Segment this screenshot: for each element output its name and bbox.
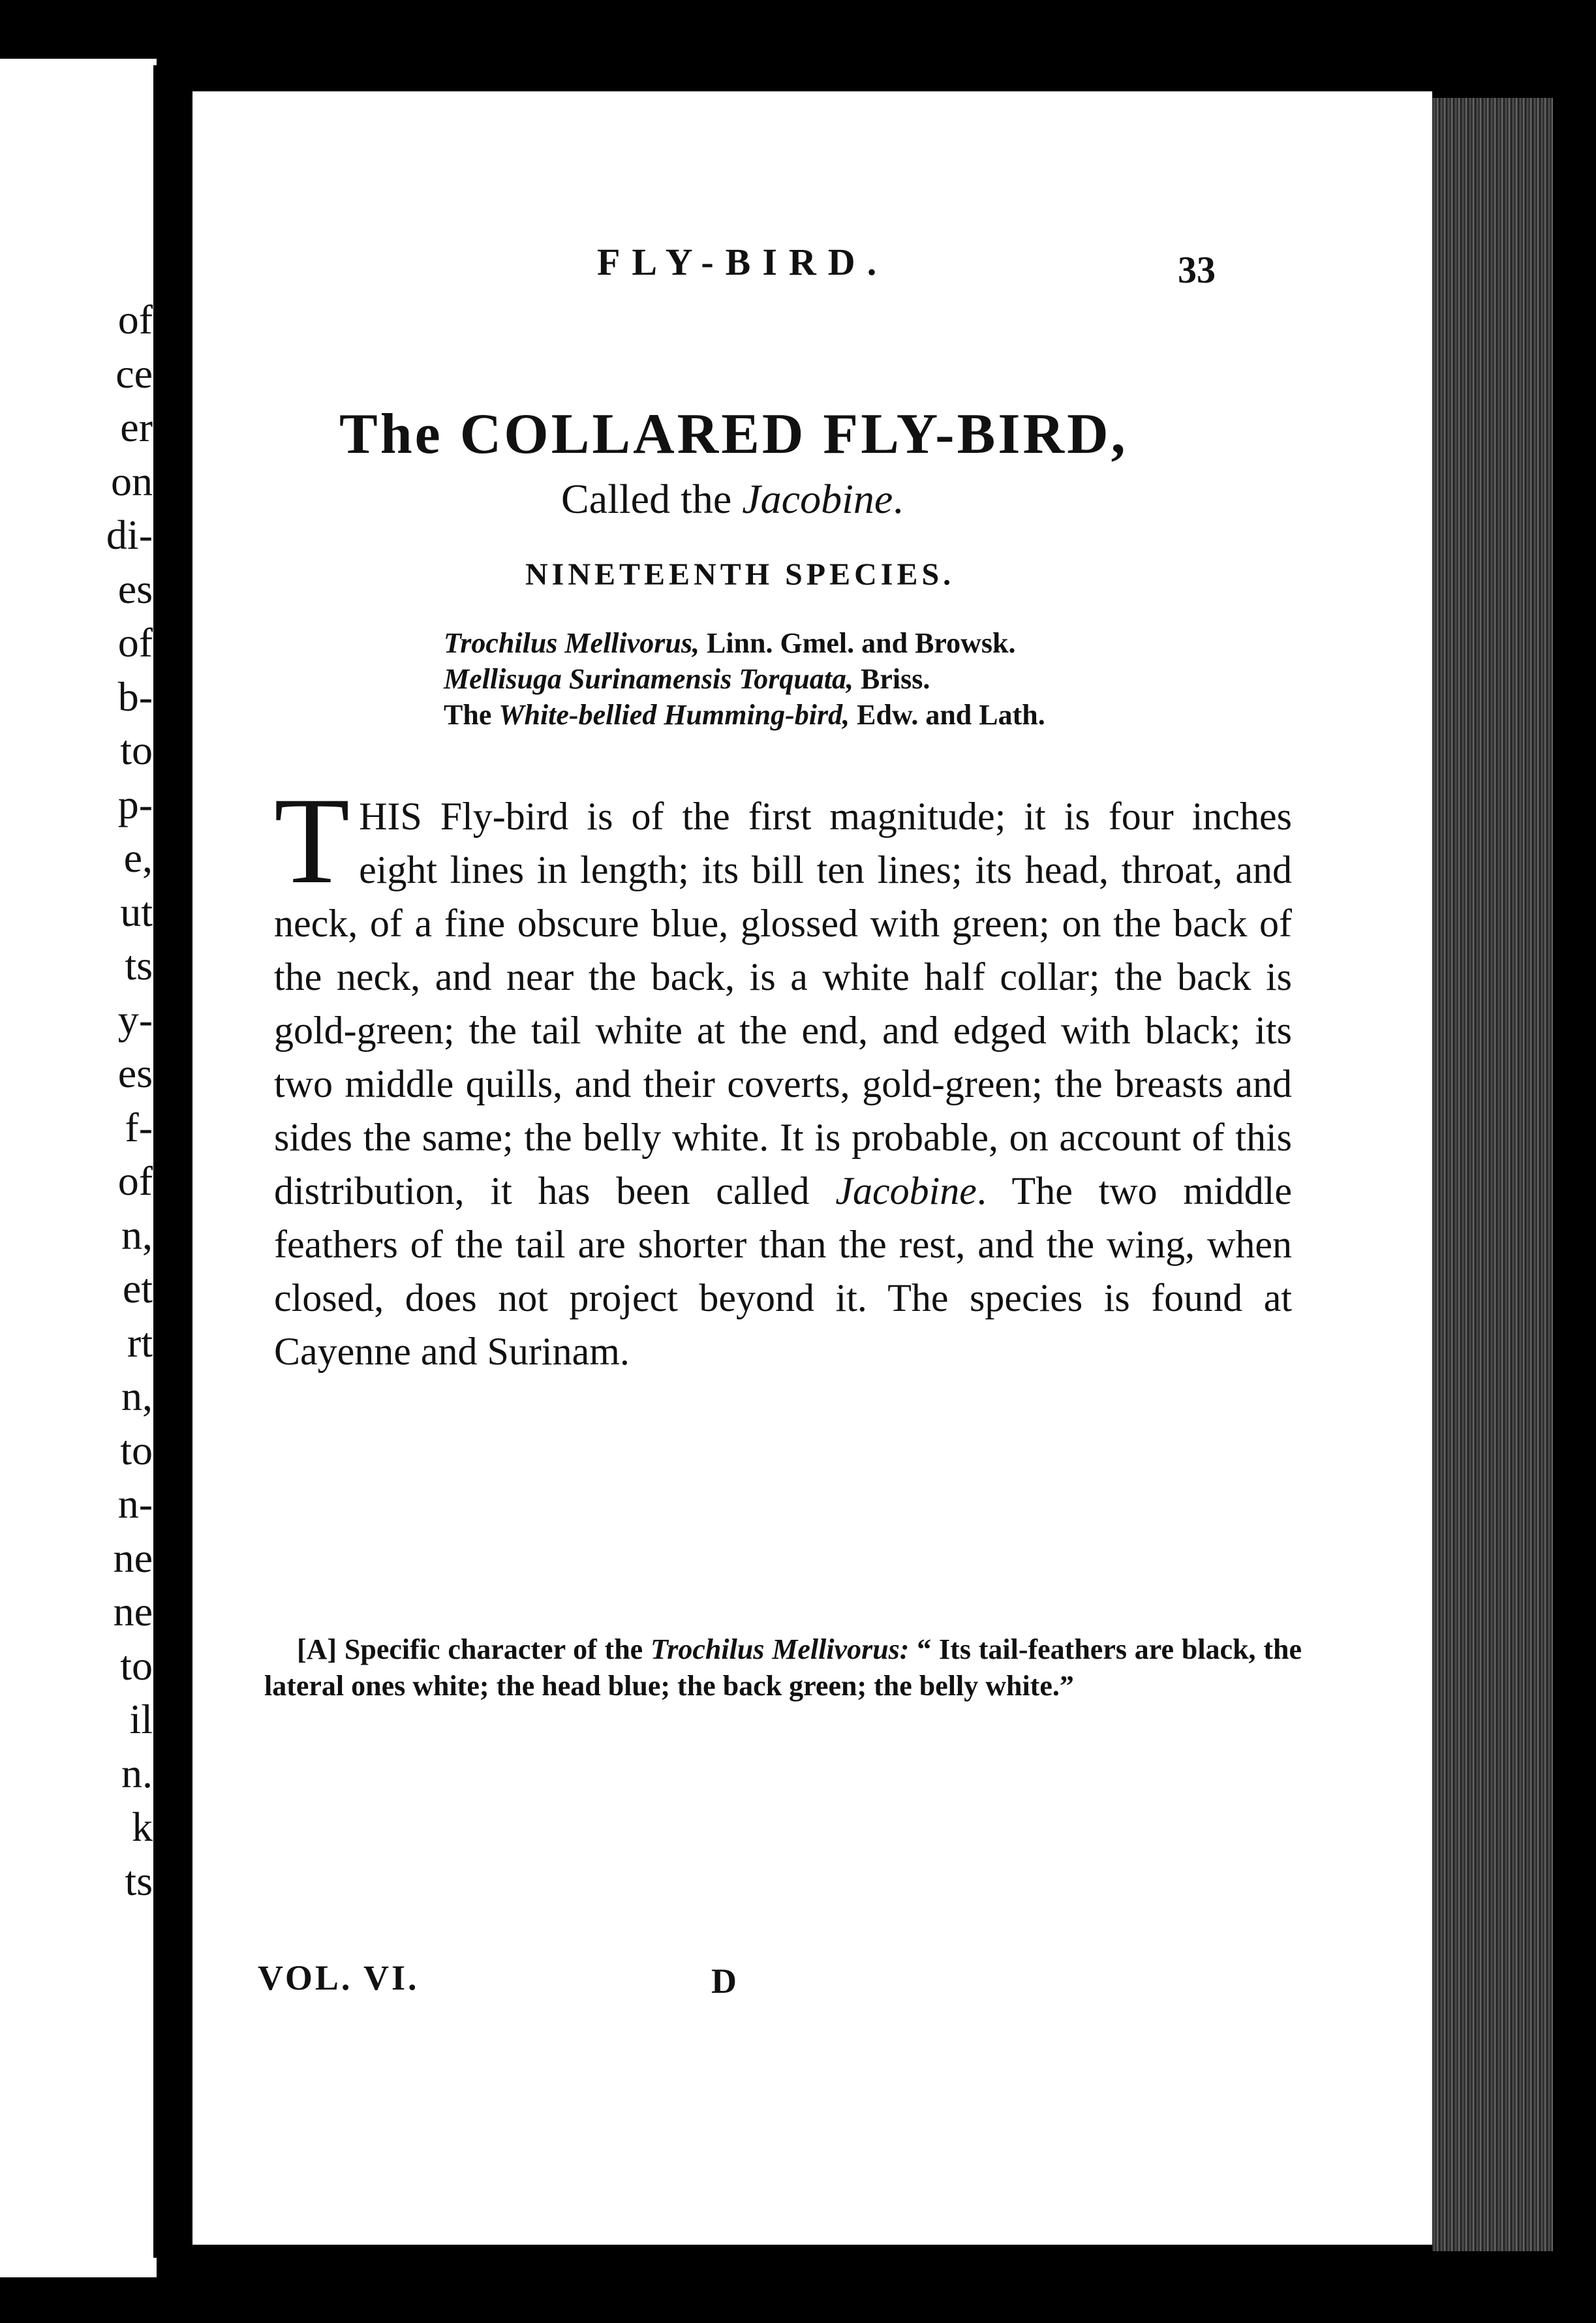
left-page-fragment: e, bbox=[123, 835, 153, 881]
species-heading: NINETEENTH SPECIES. bbox=[525, 557, 955, 592]
left-page-fragment: to bbox=[120, 1642, 153, 1689]
running-title: FLY-BIRD. bbox=[597, 241, 889, 283]
body-paragraph: THIS Fly-bird is of the first magnitude; it is four inches eight lines in length; its bill ten lines; its head, throat, and neck, of a fine obscure blue, glossed with green; on the back of the neck, and near the back, is a white half collar; the back is gold-green; the tail white at the end, and edged with black; its two middle quills, and their coverts, gold-green; the breasts and sides the same; the belly white. It is probable, on account of this distribution, it has been called Jacobine. The two middle feathers of the tail are shorter than the rest, and the wing, when closed, does not project beyond it. The species is found at Cayenne and Surinam. bbox=[274, 773, 1292, 1373]
drop-cap: T bbox=[274, 773, 350, 910]
chapter-title: The COLLARED FLY-BIRD, bbox=[339, 403, 1128, 466]
left-page-fragment: of bbox=[117, 1158, 153, 1204]
synonym-line: The White-bellied Humming-bird, Edw. and Lath. bbox=[444, 699, 1045, 731]
left-page-fragment: f- bbox=[125, 1103, 153, 1150]
left-page-fragment: et bbox=[122, 1265, 153, 1312]
synonym-line: Mellisuga Surinamensis Torquata, Briss. bbox=[444, 663, 930, 695]
left-page-fragment: es bbox=[117, 1050, 153, 1096]
left-page-fragment: of bbox=[117, 619, 153, 666]
page-edges bbox=[1432, 98, 1553, 2251]
left-page-fragment: k bbox=[132, 1804, 153, 1850]
left-page-fragment: ut bbox=[120, 888, 153, 935]
left-facing-page bbox=[0, 59, 157, 2277]
left-page-fragment: ne bbox=[113, 1588, 153, 1635]
left-page-fragment: rt bbox=[127, 1319, 153, 1366]
left-page-fragment: il bbox=[129, 1696, 153, 1742]
left-page-fragment: es bbox=[117, 565, 153, 612]
book-gutter bbox=[153, 65, 192, 2258]
subtitle: Called the Jacobine. bbox=[561, 476, 904, 522]
left-page-fragment: on bbox=[111, 457, 153, 504]
left-page-fragment: n, bbox=[121, 1211, 153, 1258]
left-page-fragment: to bbox=[120, 1426, 153, 1473]
left-page-fragment: n. bbox=[121, 1749, 153, 1796]
volume-label: VOL. VI. bbox=[258, 1958, 420, 1997]
synonym-line: Trochilus Mellivorus, Linn. Gmel. and Browsk. bbox=[444, 627, 1016, 659]
left-page-fragment: n- bbox=[117, 1481, 153, 1527]
left-page-fragment: b- bbox=[117, 673, 153, 720]
left-page-fragment: ne bbox=[113, 1534, 153, 1581]
page-number: 33 bbox=[1178, 249, 1216, 291]
signature-mark: D bbox=[711, 1961, 737, 2001]
left-page-fragment: ce bbox=[115, 350, 153, 397]
book-page bbox=[192, 91, 1432, 2245]
left-page-fragment: ts bbox=[125, 1857, 153, 1904]
left-page-fragment: ts bbox=[125, 942, 153, 989]
left-page-fragment: p- bbox=[117, 780, 153, 827]
footnote: [A] Specific character of the Trochilus Mellivorus: “ Its tail-feathers are black, the lateral ones white; the head blue; the back green; the belly white.” bbox=[264, 1633, 1302, 1702]
left-page-fragment: to bbox=[120, 727, 153, 773]
left-page-fragment: y- bbox=[117, 996, 153, 1043]
left-page-fragment: er bbox=[120, 404, 153, 450]
left-page-fragment: of bbox=[117, 296, 153, 343]
left-page-fragment: di- bbox=[106, 512, 153, 558]
left-page-fragment: n, bbox=[121, 1373, 153, 1419]
